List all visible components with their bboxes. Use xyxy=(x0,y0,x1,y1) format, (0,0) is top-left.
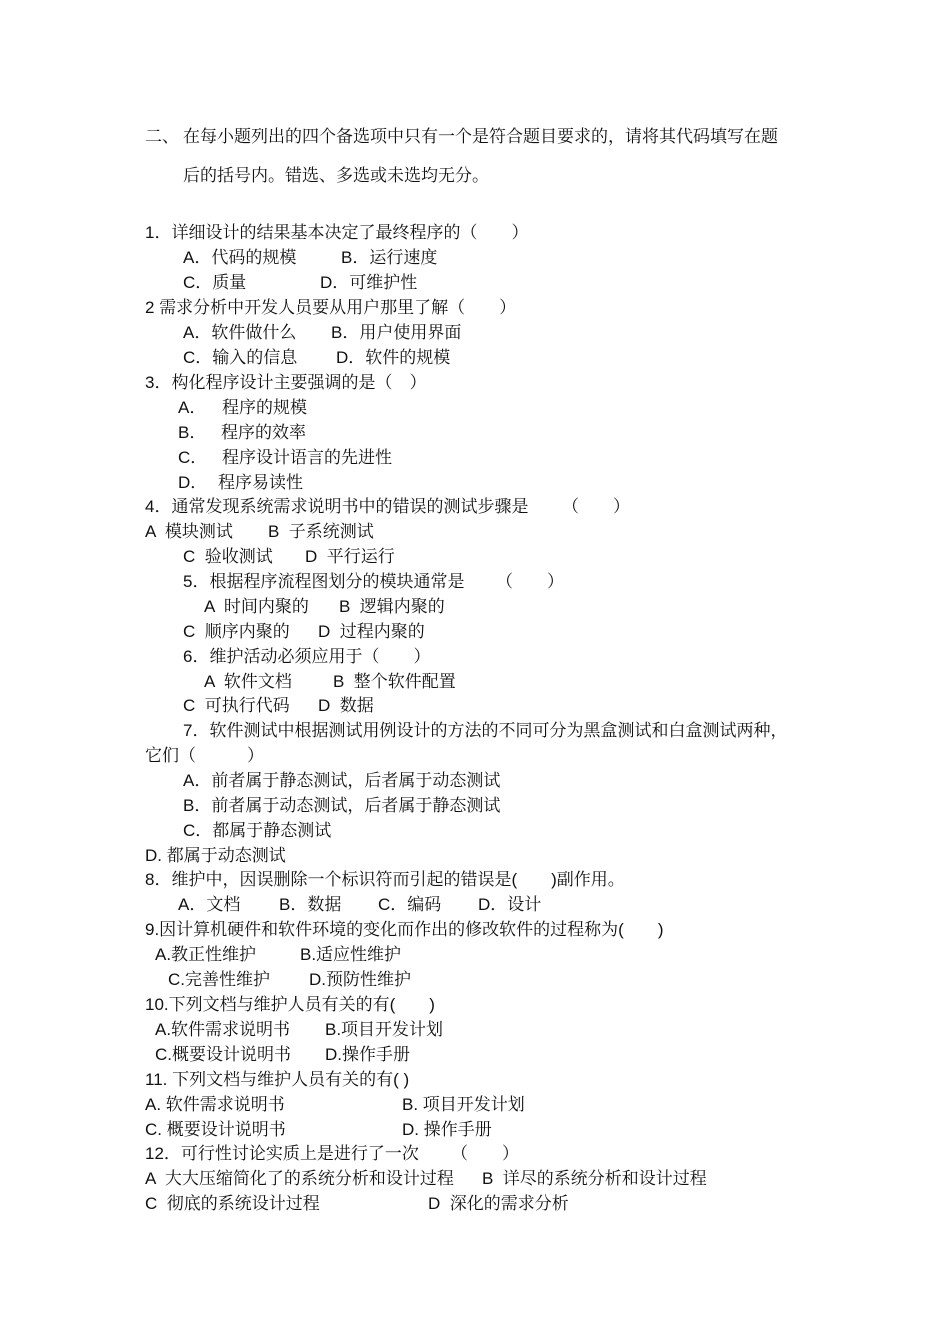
option: C 可执行代码 xyxy=(183,696,290,715)
question-stem: 4．通常发现系统需求说明书中的错误的测试步骤是 xyxy=(145,497,529,516)
option: A．软件做什么 xyxy=(183,323,297,342)
option: B 整个软件配置 xyxy=(333,672,456,691)
option-letter: B． xyxy=(178,423,207,442)
option: A．前者属于静态测试，后者属于动态测试 xyxy=(183,771,501,790)
option: B.项目开发计划 xyxy=(325,1020,444,1039)
option: D. 操作手册 xyxy=(402,1120,492,1139)
option: C 验收测试 xyxy=(183,547,273,566)
question-stem: 7．软件测试中根据测试用例设计的方法的不同可分为黑盒测试和白盒测试两种， xyxy=(183,721,788,740)
option: D 深化的需求分析 xyxy=(428,1194,569,1213)
option-letter: D． xyxy=(178,473,208,492)
option: A 大大压缩简化了的系统分析和设计过程 xyxy=(145,1169,454,1188)
section-instruction: 在每小题列出的四个备选项中只有一个是符合题目要求的，请将其代码填写在题 xyxy=(183,127,778,146)
option: D．可维护性 xyxy=(320,273,418,292)
question-stem: 8．维护中，因误删除一个标识符而引起的错误是( )副作用。 xyxy=(145,870,625,889)
option: A.教正性维护 xyxy=(155,945,257,964)
question-stem: 12．可行性讨论实质上是进行了一次 xyxy=(145,1144,419,1163)
option: A. 软件需求说明书 xyxy=(145,1095,285,1114)
option: 程序的效率 xyxy=(221,423,306,442)
option: B．运行速度 xyxy=(341,248,438,267)
option-letter: A． xyxy=(178,398,207,417)
option: B．用户使用界面 xyxy=(331,323,462,342)
question-stem: 9.因计算机硬件和软件环境的变化而作出的修改软件的过程称为( ) xyxy=(145,920,664,939)
option: B．数据 xyxy=(279,895,342,914)
option: A 模块测试 xyxy=(145,522,233,541)
option: A 时间内聚的 xyxy=(204,597,309,616)
option: A.软件需求说明书 xyxy=(155,1020,291,1039)
question-stem: 2 需求分析中开发人员要从用户那里了解（ ） xyxy=(145,298,517,317)
option: D．设计 xyxy=(478,895,542,914)
option: D.预防性维护 xyxy=(309,970,411,989)
option: C．输入的信息 xyxy=(183,348,298,367)
option: B 逻辑内聚的 xyxy=(339,597,445,616)
option: B.适应性维护 xyxy=(300,945,402,964)
option: B．前者属于动态测试，后者属于静态测试 xyxy=(183,796,501,815)
question-stem: 5．根据程序流程图划分的模块通常是 xyxy=(183,572,465,591)
section-instruction-cont: 后的括号内。错选、多选或未选均无分。 xyxy=(183,166,489,185)
option: A．文档 xyxy=(178,895,241,914)
question-stem: 10.下列文档与维护人员有关的有( ) xyxy=(145,995,435,1014)
question-stem-cont: 它们（ ） xyxy=(145,746,264,765)
question-stem: 11. 下列文档与维护人员有关的有( ) xyxy=(145,1070,410,1089)
answer-blank: （ ） xyxy=(451,1144,519,1163)
option: D．软件的规模 xyxy=(336,348,451,367)
option: A 软件文档 xyxy=(204,672,292,691)
option: 程序的规模 xyxy=(222,398,307,417)
option: D.操作手册 xyxy=(325,1045,410,1064)
option: C 彻底的系统设计过程 xyxy=(145,1194,320,1213)
option: C.完善性维护 xyxy=(168,970,270,989)
option-letter: C． xyxy=(178,448,208,467)
option: C．编码 xyxy=(378,895,442,914)
option: B 详尽的系统分析和设计过程 xyxy=(482,1169,707,1188)
option: C．质量 xyxy=(183,273,247,292)
option: C 顺序内聚的 xyxy=(183,622,290,641)
option: B. 项目开发计划 xyxy=(402,1095,525,1114)
answer-blank: （ ） xyxy=(562,497,630,516)
option: C. 概要设计说明书 xyxy=(145,1120,286,1139)
option: B 子系统测试 xyxy=(268,522,374,541)
option: C.概要设计说明书 xyxy=(155,1045,291,1064)
option: A．代码的规模 xyxy=(183,248,297,267)
question-stem: 1．详细设计的结果基本决定了最终程序的（ ） xyxy=(145,223,529,242)
option: 程序易读性 xyxy=(218,473,303,492)
option: C．都属于静态测试 xyxy=(183,821,332,840)
option: 程序设计语言的先进性 xyxy=(222,448,392,467)
question-stem: 3．构化程序设计主要强调的是（ ） xyxy=(145,373,427,392)
section-number: 二、 xyxy=(145,127,179,146)
option: D 数据 xyxy=(318,696,374,715)
answer-blank: （ ） xyxy=(496,572,564,591)
question-stem: 6．维护活动必须应用于（ ） xyxy=(183,647,431,666)
option: D. 都属于动态测试 xyxy=(145,846,286,865)
option: D 平行运行 xyxy=(305,547,395,566)
option: D 过程内聚的 xyxy=(318,622,425,641)
